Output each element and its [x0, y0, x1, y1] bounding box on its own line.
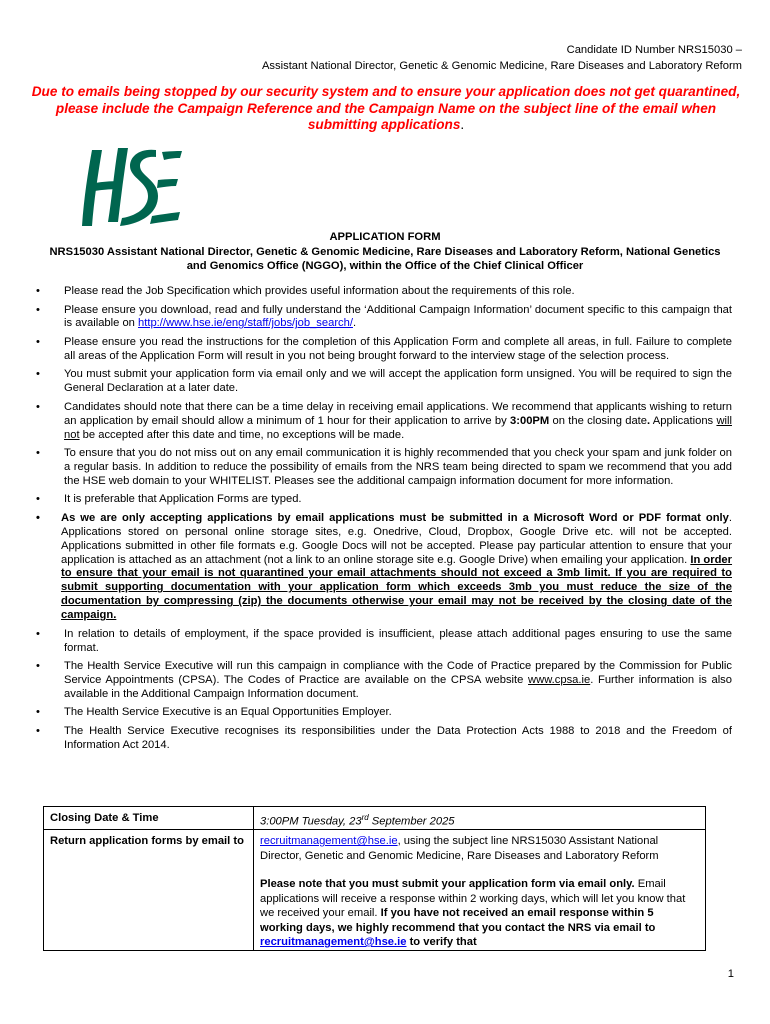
bullet-icon: •: [36, 285, 40, 297]
job-search-link[interactable]: http://www.hse.ie/eng/staff/jobs/job_search/: [138, 317, 353, 330]
list-item: • The Health Service Executive is an Equal Opportunities Employer.: [36, 706, 392, 719]
list-item: • It is preferable that Application Forms are typed.: [36, 493, 302, 506]
list-item: • Please ensure you read the instructions for the completion of this Application Form and complete all areas, in full. Failure to complete all areas of the Application Form will result in you not being brought forward to the interview stage of the selection process.: [36, 335, 732, 362]
list-item: • The Health Service Executive recognises its responsibilities under the Data Protection Acts 1988 to 2018 and the Freedom of Information Act 2014.: [36, 724, 732, 751]
application-form-title: [40, 230, 730, 274]
return-forms-value: recruitmanagement@hse.ie, using the subject line NRS15030 Assistant National Director, Genetic and Genomic Medicine, Rare Diseases and Laboratory Reform Please note that you must submit your application form via email only. Email applications will receive a response within 2 working days, which will let you know that we received your email. If you have not received an email response within 5 working days, we highly recommend that you contact the NRS via email to recruitmanagement@hse.ie to verify that: [254, 830, 706, 951]
bullet-icon: •: [36, 511, 40, 524]
bullet-icon: •: [36, 660, 40, 673]
hse-logo: [78, 142, 182, 230]
bullet-icon: •: [36, 335, 40, 348]
list-item: • You must submit your application form via email only and we will accept the application form unsigned. You will be required to sign the General Declaration at a later date.: [36, 368, 732, 395]
form-subtitle: NRS15030 Assistant National Director, Genetic & Genomic Medicine, Rare Diseases and Laboratory Reform, National Genetics and Genomics Office (NGGO), within the Office of the Chief Clinical Officer: [49, 245, 721, 272]
list-item: • Please ensure you download, read and fully understand the ‘Additional Campaign Information’ document specific to this campaign that is available on http://www.hse.ie/eng/staff/jobs/job_search/.: [36, 303, 732, 330]
recruitment-email-link-2[interactable]: recruitmanagement@hse.ie: [260, 936, 407, 949]
closing-date-value: 3:00PM Tuesday, 23rd September 2025: [254, 807, 706, 830]
candidate-id-line: Candidate ID Number NRS15030 –: [566, 44, 742, 56]
position-title-line: Assistant National Director, Genetic & Genomic Medicine, Rare Diseases and Laboratory Reform: [261, 60, 742, 72]
bullet-icon: •: [36, 706, 40, 719]
bullet-icon: •: [36, 627, 40, 640]
cpsa-link[interactable]: www.cpsa.ie: [528, 674, 591, 686]
closing-info-table: [43, 806, 706, 951]
bullet-icon: •: [36, 447, 40, 460]
bullet-icon: •: [36, 303, 40, 316]
email-warning-notice: Due to emails being stopped by our security system and to ensure your application does not get quarantined, please include the Campaign Reference and the Campaign Name on the subject line of the email when submitting applications.: [31, 84, 741, 132]
list-item: • In relation to details of employment, if the space provided is insufficient, please attach additional pages ensuring to use the same format.: [36, 627, 732, 654]
table-row: [44, 807, 706, 830]
list-item: • Please read the Job Specification which provides useful information about the requirements of this role.: [36, 285, 575, 297]
closing-date-label: Closing Date & Time: [44, 807, 254, 830]
bullet-icon: •: [36, 493, 40, 506]
instructions-list: [36, 285, 732, 757]
list-item: • As we are only accepting applications by email applications must be submitted in a Microsoft Word or PDF format only. Applications stored on personal online storage sites, e.g. Onedrive, Cloud, Dropbox, Google Drive etc. will not be accepted. Applications submitted in other file formats e.g. Google Docs will not be accepted. Please pay particular attention to ensure that your application is attached as an attachment (not a link to an online storage site e.g. Google Drive) when emailing your application. In order to ensure that your email is not quarantined your email attachments should not exceed a 3mb limit. If you are required to submit supporting documentation with your application form which exceeds 3mb you must reduce the size of the documentation by compressing (zip) the documents otherwise your email may not be received by the closing date of the campaign.: [36, 511, 733, 622]
return-forms-label: Return application forms by email to: [44, 830, 254, 951]
page-header: [262, 42, 742, 74]
list-item: • The Health Service Executive will run this campaign in compliance with the Code of Practice prepared by the Commission for Public Service Appointments (CPSA). The Codes of Practice are available on the CPSA website www.cpsa.ie. Further information is also available in the Additional Campaign Information document.: [36, 660, 732, 700]
recruitment-email-link[interactable]: recruitmanagement@hse.ie: [260, 835, 398, 848]
form-heading: APPLICATION FORM: [329, 231, 441, 243]
bullet-icon: •: [36, 400, 40, 413]
list-item: • Candidates should note that there can be a time delay in receiving email applications. We recommend that applicants wishing to return an application by email should allow a minimum of 1 hour for their application to arrive by 3:00PM on the closing date. Applications will not be accepted after this date and time, no exceptions will be made.: [36, 400, 732, 441]
list-item: • To ensure that you do not miss out on any email communication it is highly recommended that you check your spam and junk folder on a regular basis. In addition to reduce the possibility of emails from the NRS team being directed to spam we recommend that you add the HSE web domain to your WHITELIST. Pleases see the additional campaign information document for more information.: [36, 447, 732, 487]
bullet-icon: •: [36, 368, 40, 381]
page-number: 1: [727, 968, 734, 980]
table-row: [44, 830, 706, 951]
bullet-icon: •: [36, 724, 40, 737]
